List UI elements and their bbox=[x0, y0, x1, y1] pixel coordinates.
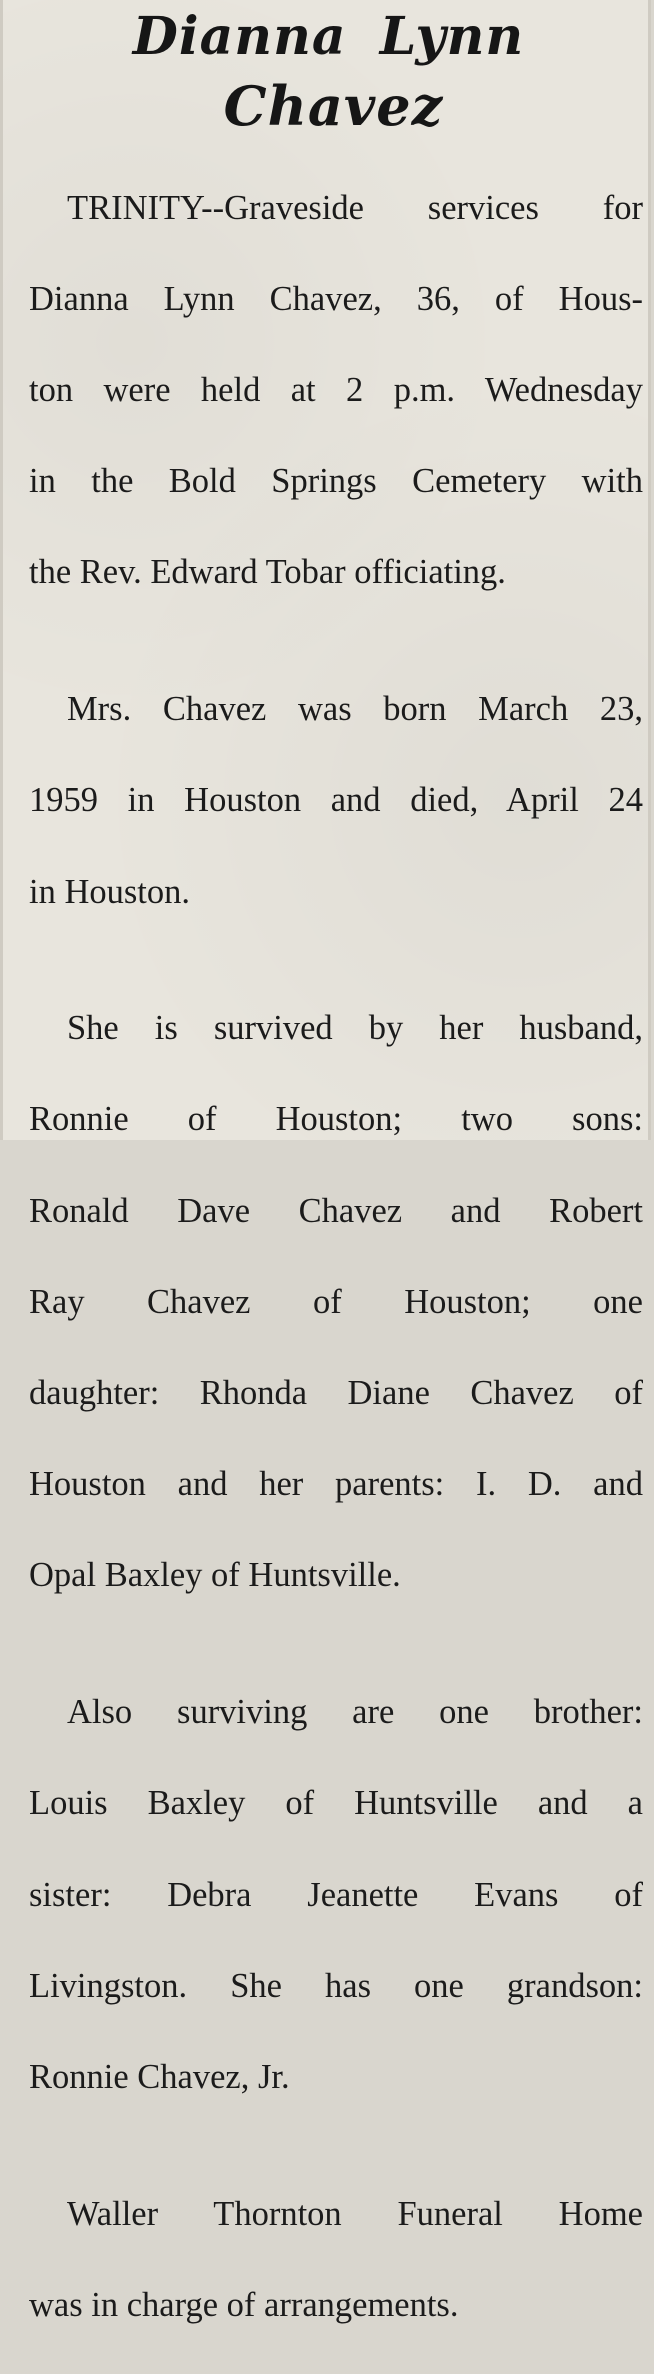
text-line: Opal Baxley of Huntsville. bbox=[29, 1556, 401, 1595]
text-line: Dianna Lynn Chavez, 36, of Hous- bbox=[29, 279, 643, 318]
text-line: TRINITY--Graveside services for bbox=[67, 188, 643, 227]
paragraph-survivors bbox=[29, 961, 643, 1645]
text-line: Also surviving are one brother: bbox=[67, 1693, 643, 1732]
text-line: Louis Baxley of Huntsville and a bbox=[29, 1784, 643, 1823]
text-line: sister: Debra Jeanette Evans of bbox=[29, 1875, 643, 1914]
text-line: Ronald Dave Chavez and Robert bbox=[29, 1191, 643, 1230]
obituary-title-first: Dianna Lynn bbox=[132, 6, 525, 67]
paragraph-siblings bbox=[29, 1645, 643, 2147]
text-line: ton were held at 2 p.m. Wednesday bbox=[29, 370, 643, 409]
text-line: Livingston. She has one grandson: bbox=[29, 1966, 643, 2005]
paragraph-arrangements bbox=[29, 2146, 643, 2374]
text-line: Houston and her parents: I. D. and bbox=[29, 1465, 643, 1504]
paragraph-birth bbox=[29, 642, 643, 961]
text-line: in Houston. bbox=[29, 872, 191, 911]
text-line: 1959 in Houston and died, April 24 bbox=[29, 781, 643, 820]
text-line: Ray Chavez of Houston; one bbox=[29, 1282, 643, 1321]
paragraph-services bbox=[29, 140, 643, 642]
text-line: the Rev. Edward Tobar officiating. bbox=[29, 553, 506, 592]
text-line: Ronnie of Houston; two sons: bbox=[29, 1100, 643, 1139]
text-line: Waller Thornton Funeral Home bbox=[67, 2194, 643, 2233]
text-line: was in charge of arrangements. bbox=[29, 2285, 459, 2324]
text-line: She is survived by her husband, bbox=[67, 1009, 643, 1048]
text-line: Ronnie Chavez, Jr. bbox=[29, 2057, 290, 2096]
obituary-title-last: Chavez bbox=[223, 74, 444, 138]
obituary-body bbox=[29, 140, 643, 2374]
text-line: daughter: Rhonda Diane Chavez of bbox=[29, 1374, 643, 1413]
text-line: Mrs. Chavez was born March 23, bbox=[67, 690, 643, 729]
text-line: in the Bold Springs Cemetery with bbox=[29, 462, 643, 501]
